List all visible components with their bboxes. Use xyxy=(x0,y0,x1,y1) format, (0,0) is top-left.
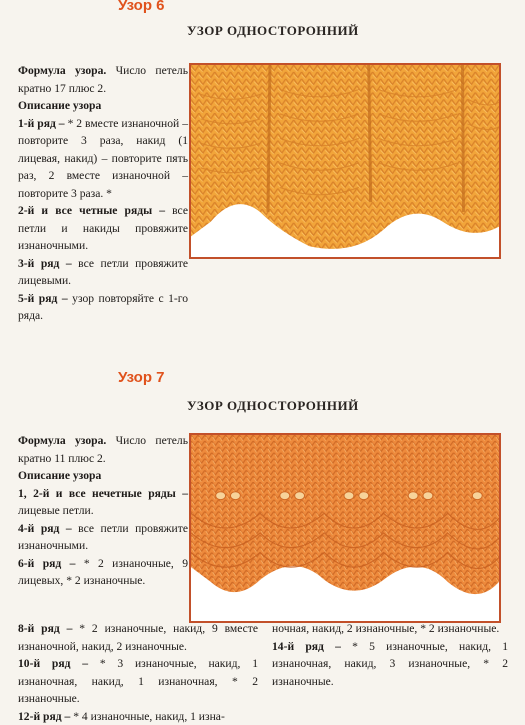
row-text: * 4 изнаночные, накид, 1 изна- xyxy=(73,709,225,723)
row-text: * 3 изнаночные, накид, 1 изнаночная, накид, 1 изнаночная, * 2 изнаночные. xyxy=(18,657,258,705)
row-text: все петли провяжите лицевыми. xyxy=(18,256,188,287)
pattern6-photo xyxy=(189,63,501,259)
pattern7-title: УЗОР ОДНОСТОРОННИЙ xyxy=(187,398,359,413)
row-label: 8-й ряд – xyxy=(18,622,73,635)
pattern7-description-continued xyxy=(18,620,258,725)
formula-text: Число петель кратно 17 плюс 2. xyxy=(18,64,188,95)
row-text: * 5 изнаночные, накид, 1 изнаночная, накид, 3 изнаночные, * 2 изнаночные. xyxy=(272,639,508,688)
row-label: 3-й ряд – xyxy=(18,256,72,270)
row-text: лицевые петли. xyxy=(18,504,94,517)
row-label: 12-й ряд – xyxy=(18,709,71,723)
pattern7-description xyxy=(18,432,188,590)
row-text: * 2 вместе изнаночной – повторите 3 раза, накид (1 лицевая, накид) – повторите пять раз, 2 вместе изнаночной – повторите 3 раза. * xyxy=(18,116,188,200)
formula-label: Формула узора. xyxy=(18,434,107,447)
description-label: Описание узора xyxy=(18,469,102,482)
pattern6-title: УЗОР ОДНОСТОРОННИЙ xyxy=(187,23,359,38)
formula-text: Число петель кратно 11 плюс 2. xyxy=(18,434,188,465)
description-label: Описание узора xyxy=(18,99,102,112)
row-text: узор повторяйте с 1-го ряда. xyxy=(18,291,188,322)
pattern6-heading: Узор 6 xyxy=(118,0,165,14)
pattern7-photo xyxy=(189,433,501,623)
pattern7-description-column3 xyxy=(272,620,508,690)
row-label: 2-й и все четные ряды – xyxy=(18,204,166,217)
row-label: 14-й ряд – xyxy=(272,639,341,653)
formula-label: Формула узора. xyxy=(18,64,107,77)
row-label: 1-й ряд – xyxy=(18,116,65,130)
row-text: все петли и накиды провяжите изнаночными. xyxy=(18,204,188,252)
row-label: 5-й ряд – xyxy=(18,291,68,305)
row-text: * 2 изнаночные, 9 лицевых, * 2 изнаночные. xyxy=(18,556,188,587)
row-label: 6-й ряд – xyxy=(18,556,76,570)
row-text: все петли провяжите изнаночными. xyxy=(18,521,188,552)
row-label: 1, 2-й и все нечетные ряды – xyxy=(18,486,188,500)
row-text: ночная, накид, 2 изнаночные, * 2 изнаночные. xyxy=(272,622,500,635)
row-text: * 2 изнаночные, накид, 9 вместе изнаночной, накид, 2 изнаночные. xyxy=(18,622,258,653)
pattern6-description xyxy=(18,62,188,325)
row-label: 10-й ряд – xyxy=(18,657,89,670)
pattern7-heading: Узор 7 xyxy=(118,369,165,386)
row-label: 4-й ряд – xyxy=(18,521,72,535)
